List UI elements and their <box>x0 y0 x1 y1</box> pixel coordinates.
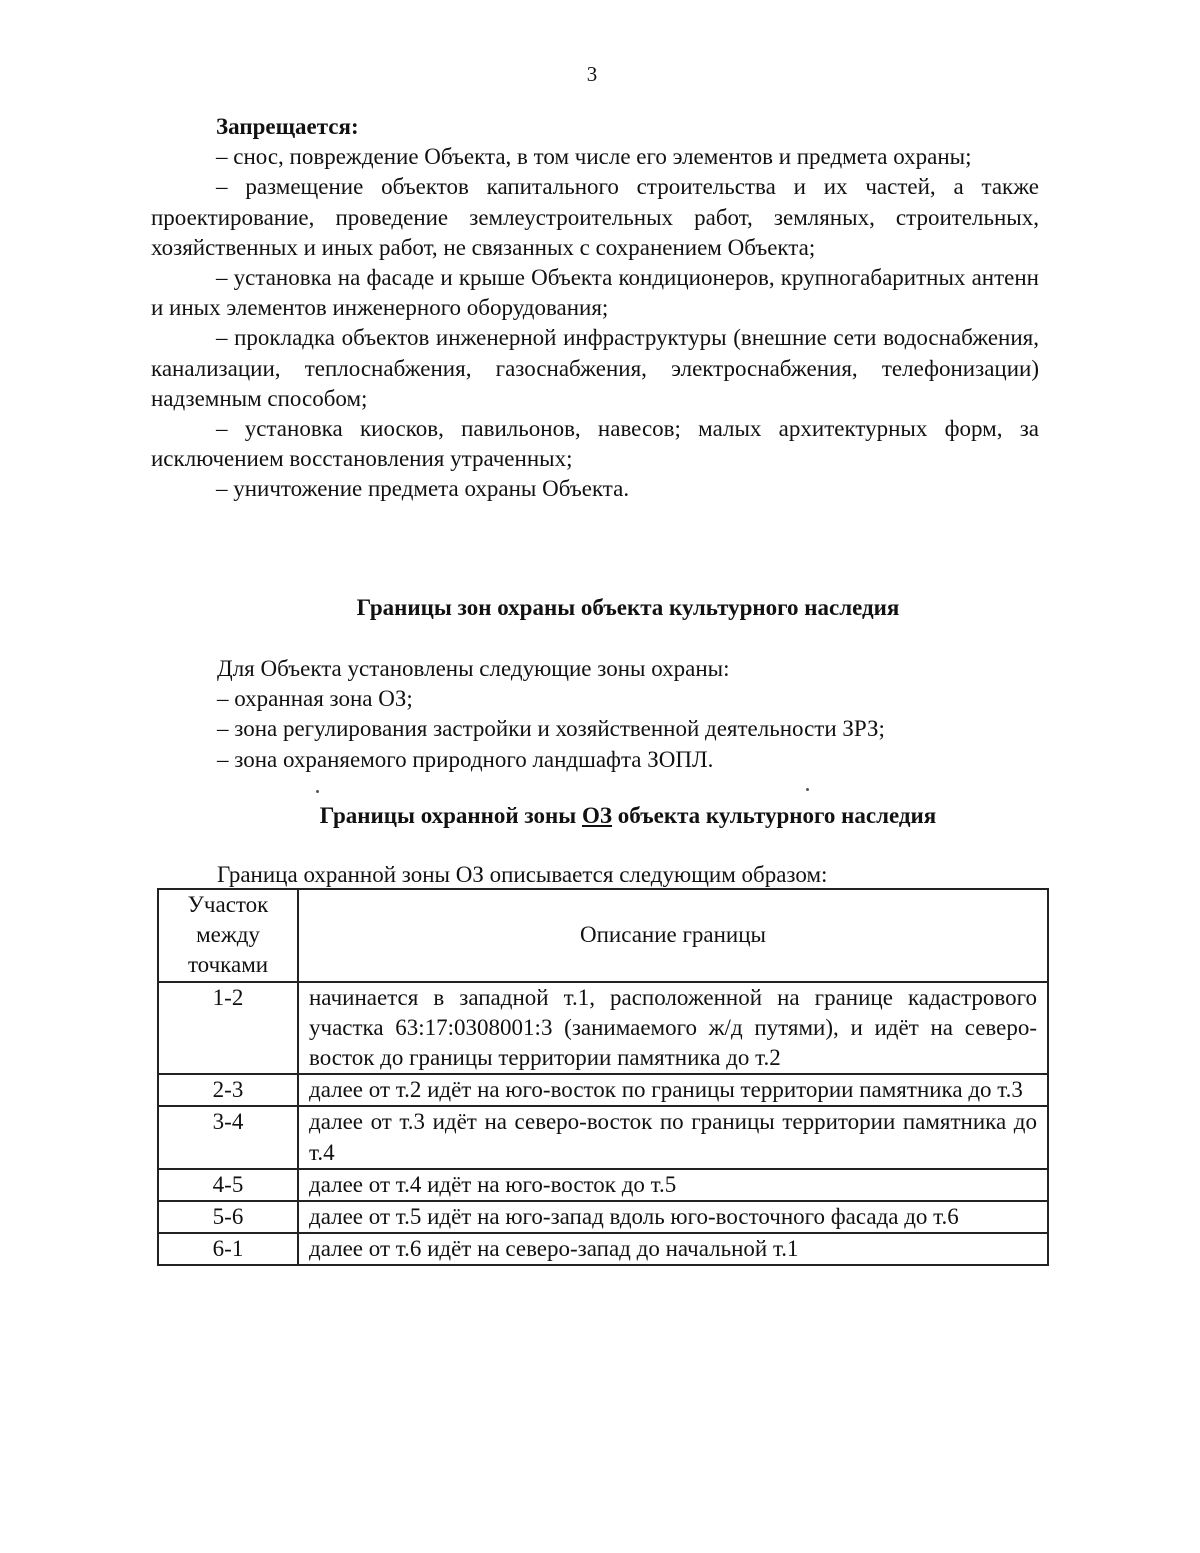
prohibited-item-6: – уничтожение предмета охраны Объекта. <box>216 476 630 502</box>
segment-cell: 6-1 <box>158 1233 298 1265</box>
table-row <box>158 1233 1048 1265</box>
oz-title-before: Границы охранной зоны <box>319 803 582 828</box>
oz-section-title <box>0 803 1200 829</box>
zones-intro: Для Объекта установлены следующие зоны охраны: <box>217 656 730 681</box>
table-header-row <box>158 889 1048 982</box>
description-cell: далее от т.6 идёт на северо-запад до начальной т.1 <box>298 1233 1048 1265</box>
prohibited-item-2: – размещение объектов капитального строительства и их частей, а также проектирование, проведение землеустроительных работ, земляных, строительных, хозяйственных и иных работ, не связанных с сохранением Объекта; <box>151 174 1039 260</box>
table-row <box>158 1169 1048 1201</box>
segment-cell: 4-5 <box>158 1169 298 1201</box>
header-description: Описание границы <box>298 889 1048 982</box>
segment-cell: 5-6 <box>158 1201 298 1233</box>
description-cell: далее от т.4 идёт на юго-восток до т.5 <box>298 1169 1048 1201</box>
oz-title-after: объекта культурного наследия <box>612 803 937 828</box>
segment-cell: 1-2 <box>158 982 298 1075</box>
boundary-table <box>157 888 1049 1266</box>
scan-speck <box>316 790 319 793</box>
oz-intro: Граница охранной зоны ОЗ описывается следующим образом: <box>217 862 828 887</box>
scan-speck <box>806 788 809 791</box>
table-row <box>158 982 1048 1075</box>
prohibited-item-5: – установка киосков, павильонов, навесов; малых архитектурных форм, за исключением восстановления утраченных; <box>151 416 1039 472</box>
zone-item-oz: – охранная зона ОЗ; <box>217 686 413 712</box>
table-row <box>158 1074 1048 1106</box>
description-cell: далее от т.2 идёт на юго-восток по границы территории памятника до т.3 <box>298 1074 1048 1106</box>
page-number: 3 <box>586 62 598 86</box>
table-row <box>158 1106 1048 1168</box>
prohibited-item-1: – снос, повреждение Объекта, в том числе его элементов и предмета охраны; <box>216 144 972 170</box>
description-cell: начинается в западной т.1, расположенной на границе кадастрового участка 63:17:0308001:3 (занимаемого ж/д путями), и идёт на северо-восток до границы территории памятника до т.2 <box>298 982 1048 1075</box>
zone-item-zopl: – зона охраняемого природного ландшафта ЗОПЛ. <box>217 746 714 772</box>
description-cell: далее от т.5 идёт на юго-запад вдоль юго-восточного фасада до т.6 <box>298 1201 1048 1233</box>
zone-item-zrz: – зона регулирования застройки и хозяйственной деятельности ЗРЗ; <box>217 716 885 742</box>
segment-cell: 3-4 <box>158 1106 298 1168</box>
prohibited-heading: Запрещается: <box>216 114 359 139</box>
zones-list <box>217 654 885 775</box>
segment-cell: 2-3 <box>158 1074 298 1106</box>
oz-title-underlined: ОЗ <box>582 803 613 828</box>
prohibited-item-4: – прокладка объектов инженерной инфраструктуры (внешние сети водоснабжения, канализации, теплоснабжения, газоснабжения, электроснабжения, телефонизации) надземным способом; <box>151 325 1039 411</box>
prohibited-section <box>151 112 1039 505</box>
prohibited-item-3: – установка на фасаде и крыше Объекта кондиционеров, крупногабаритных антенн и иных элементов инженерного оборудования; <box>151 265 1039 321</box>
header-segment: Участок между точками <box>158 889 298 982</box>
zones-section-title: Границы зон охраны объекта культурного наследия <box>356 595 900 620</box>
description-cell: далее от т.3 идёт на северо-восток по границы территории памятника до т.4 <box>298 1106 1048 1168</box>
table-row <box>158 1201 1048 1233</box>
